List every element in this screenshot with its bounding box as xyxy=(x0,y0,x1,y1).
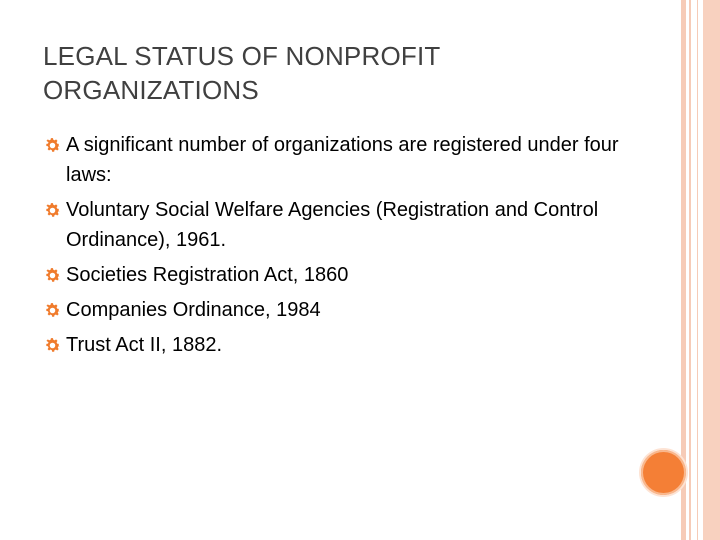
bullet-text: Voluntary Social Welfare Agencies (Registration and Control Ordinance), 1961. xyxy=(66,199,599,251)
bullet-list xyxy=(43,130,643,365)
decorative-stripe xyxy=(689,0,691,540)
bullet-item xyxy=(43,330,643,360)
bullet-text: Societies Registration Act, 1860 xyxy=(66,264,349,286)
bullet-item xyxy=(43,260,643,290)
bullet-item xyxy=(43,295,643,325)
bullet-text: Companies Ordinance, 1984 xyxy=(66,299,321,321)
bullet-text: Trust Act II, 1882. xyxy=(66,334,222,356)
decorative-circle xyxy=(641,450,686,495)
gear-icon xyxy=(43,266,62,285)
bullet-item xyxy=(43,130,643,190)
gear-icon xyxy=(43,201,62,220)
bullet-text: A significant number of organizations are registered under four laws: xyxy=(66,134,619,186)
decorative-stripe xyxy=(703,0,720,540)
gear-icon xyxy=(43,136,62,155)
slide-title: LEGAL STATUS OF NONPROFIT ORGANIZATIONS xyxy=(43,41,440,105)
decorative-stripe xyxy=(697,0,698,540)
gear-icon xyxy=(43,301,62,320)
gear-icon xyxy=(43,336,62,355)
bullet-item xyxy=(43,195,643,255)
